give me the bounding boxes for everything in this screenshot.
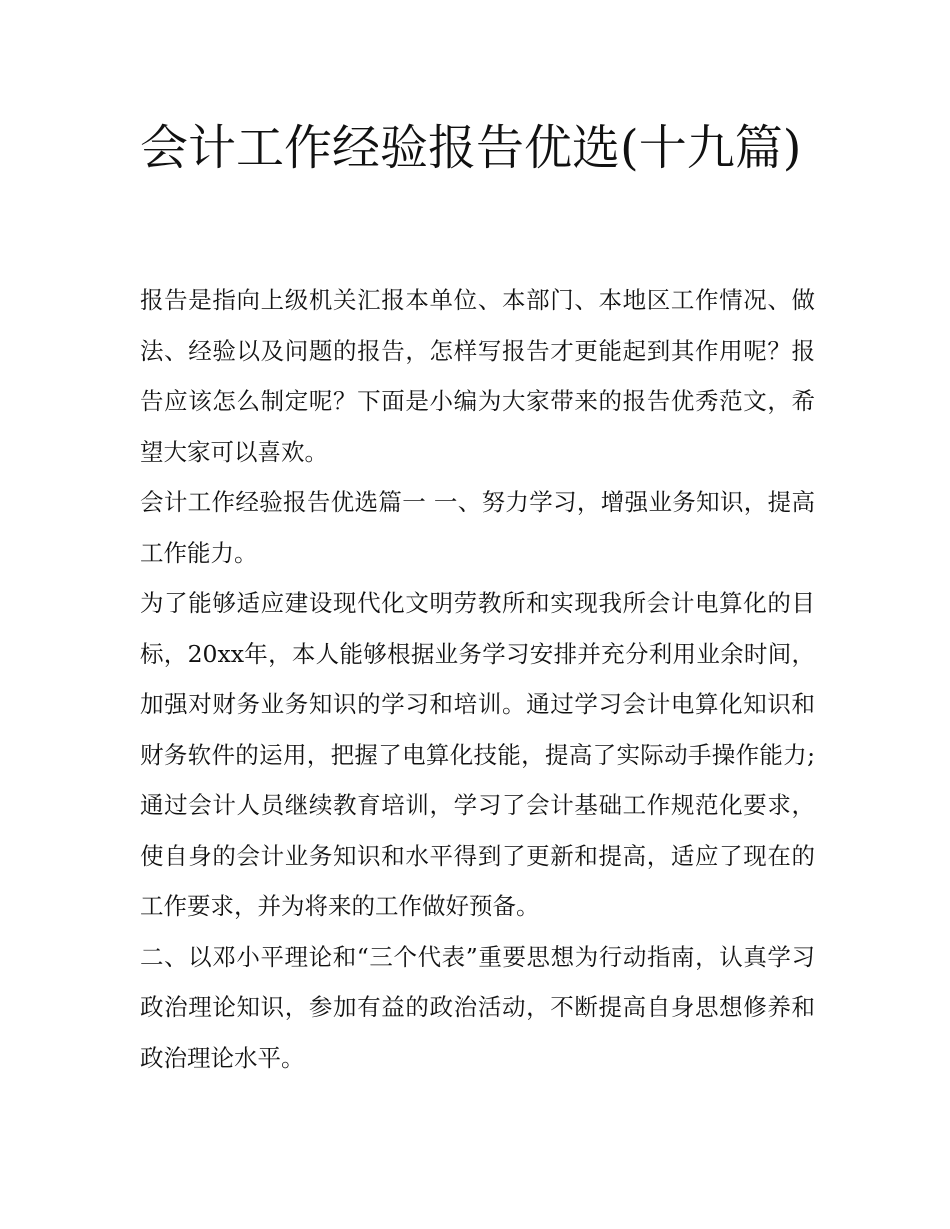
paragraph-intro: 报告是指向上级机关汇报本单位、本部门、本地区工作情况、做法、经验以及问题的报告，怎样写报告才更能起到其作用呢？报告应该怎么制定呢？下面是小编为大家带来的报告优秀范文，希望大家可以喜欢。 xyxy=(140,286,815,466)
document-body xyxy=(140,275,815,1083)
paragraph-section-1-heading: 会计工作经验报告优选篇一 一、努力学习，增强业务知识，提高工作能力。 xyxy=(140,488,815,567)
paragraph-section-1-body: 为了能够适应建设现代化文明劳教所和实现我所会计电算化的目标，20xx年，本人能够根据业务学习安排并充分利用业余时间，加强对财务业务知识的学习和培训。通过学习会计电算化知识和财务软件的运用，把握了电算化技能，提高了实际动手操作能力;通过会计人员继续教育培训，学习了会计基础工作规范化要求，使自身的会计业务知识和水平得到了更新和提高，适应了现在的工作要求，并为将来的工作做好预备。 xyxy=(140,589,815,920)
document-title: 会计工作经验报告优选(十九篇) xyxy=(140,120,802,176)
paragraph-section-2-heading: 二、以邓小平理论和“三个代表”重要思想为行动指南，认真学习政治理论知识，参加有益的政治活动，不断提高自身思想修养和政治理论水平。 xyxy=(140,942,815,1072)
